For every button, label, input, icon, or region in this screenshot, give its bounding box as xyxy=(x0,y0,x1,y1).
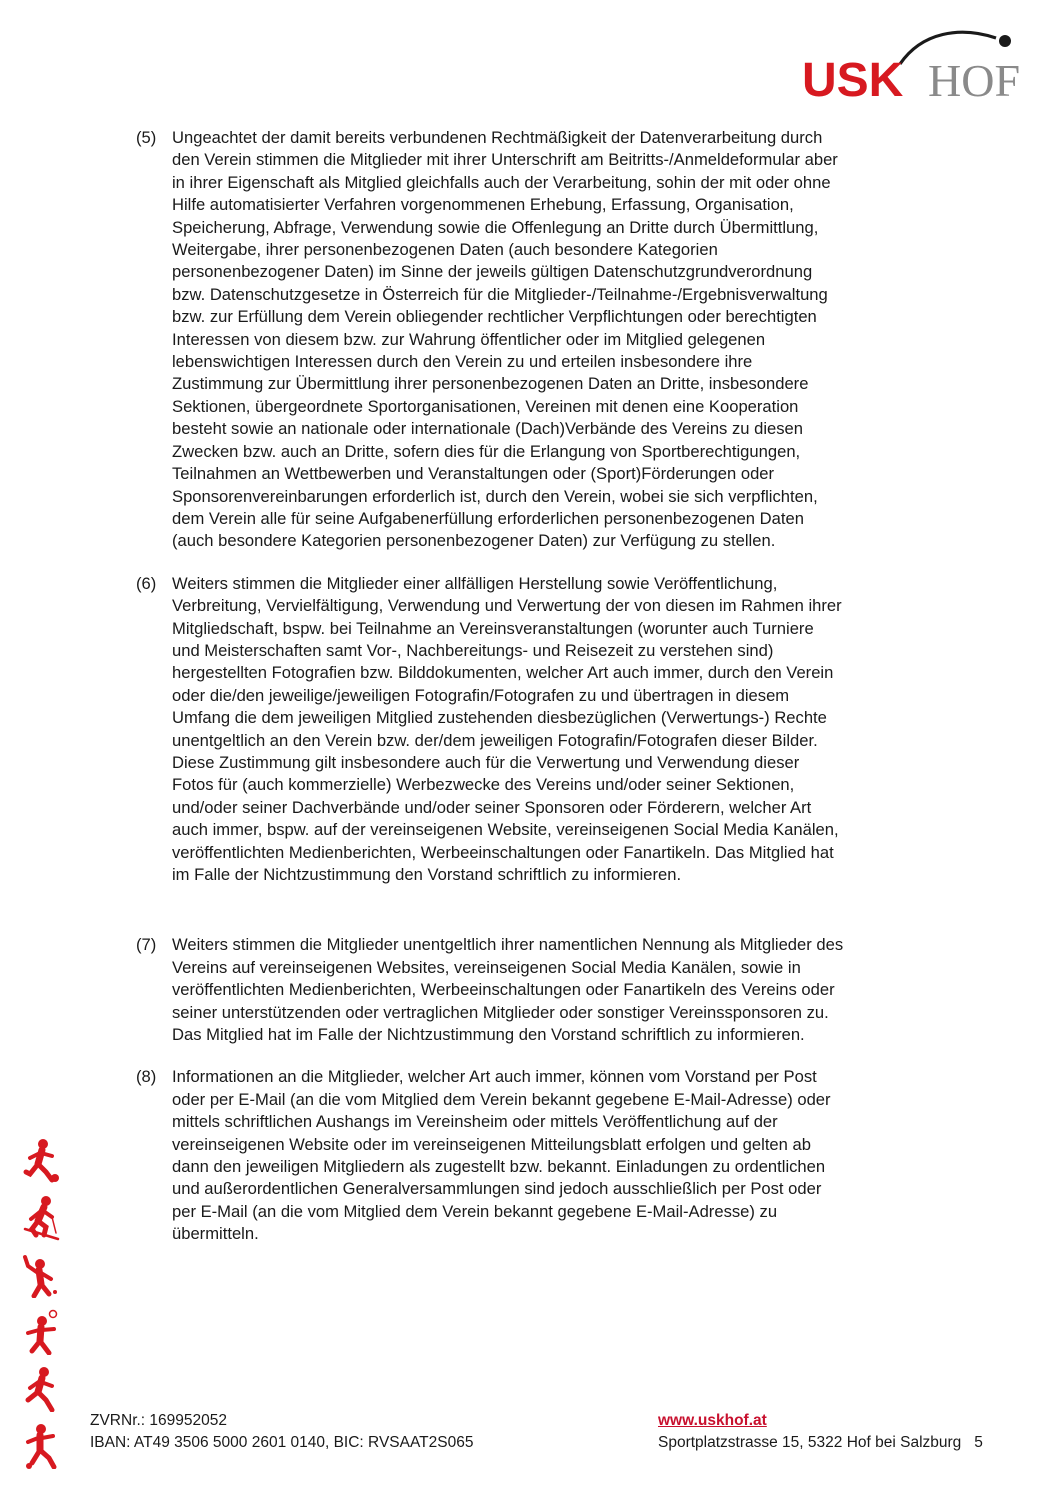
text-line: Informationen an die Mitglieder, welcher Art auch immer, können vom Vorstand per Post xyxy=(172,1067,817,1087)
paragraph-text xyxy=(172,573,976,887)
tennis-icon xyxy=(22,1309,60,1355)
footer-website-link[interactable]: www.uskhof.at xyxy=(658,1412,767,1429)
text-line: vereinseigenen Website oder im vereinseigenen Mitteilungsblatt erfolgen und gelten ab xyxy=(172,1134,811,1154)
paragraph-5 xyxy=(136,127,976,553)
text-line: im Falle der Nichtzustimmung den Vorstand schriftlich zu informieren. xyxy=(172,865,682,884)
running-icon xyxy=(22,1366,60,1412)
soccer-icon xyxy=(22,1138,60,1184)
text-line: den Verein stimmen die Mitglieder mit ihrer Unterschrift am Beitritts-/Anmeldeformular aber xyxy=(172,150,838,170)
footer-zvr: ZVRNr.: 169952052 xyxy=(90,1412,228,1429)
text-line: und/oder seiner Dachverbände und/oder seiner Sponsoren oder Förderern, welcher Art xyxy=(172,797,812,817)
text-line: besteht sowie an nationale oder internationale (Dach)Verbände des Vereins zu diesen xyxy=(172,419,803,439)
paragraph-number: (5) xyxy=(136,128,157,147)
text-line: oder per E-Mail (an die vom Mitglied dem Verein bekannt gegebene E-Mail-Adresse) oder xyxy=(172,1089,831,1109)
text-line: und außerordentlichen Generalversammlungen sind jedoch ausschließlich per Post oder xyxy=(172,1179,822,1199)
footer-address: Sportplatzstrasse 15, 5322 Hof bei Salzburg xyxy=(658,1434,962,1451)
logo-text-hof: HOF xyxy=(928,55,1021,104)
text-line: Hilfe automatisierter Verfahren vorgenommenen Erhebung, Erfassung, Organisation, xyxy=(172,195,794,215)
text-line: Zwecken bzw. auch an Dritte, sofern dies für die Erlangung von Sportberechtigungen, xyxy=(172,441,801,461)
text-line: Mitgliedschaft, bspw. bei Teilnahme an Vereinsveranstaltungen (worunter auch Turniere xyxy=(172,618,814,638)
footer-iban: IBAN: AT49 3506 5000 2601 0140, BIC: RVSAAT2S065 xyxy=(90,1434,474,1451)
paragraph-text xyxy=(172,1066,976,1245)
paragraph-number: (8) xyxy=(136,1067,157,1087)
text-line: Verbreitung, Vervielfältigung, Verwendung und Verwertung der von diesen im Rahmen ihrer xyxy=(172,596,842,616)
text-line: auch immer, bspw. auf der vereinseigenen Website, vereinseigenen Social Media Kanälen, xyxy=(172,820,839,840)
text-line: Vereins auf vereinseigenen Websites, vereinseigenen Social Media Kanälen, sowie in xyxy=(172,957,801,977)
text-line: (auch besondere Kategorien personenbezogener Daten) zur Verfügung zu stellen. xyxy=(172,531,776,551)
footer-left xyxy=(90,1410,473,1454)
text-line: unentgeltlich an den Verein bzw. der/dem jeweiligen Fotografin/Fotografen dieser Bilder. xyxy=(172,730,818,750)
text-line: Ungeachtet der damit bereits verbundenen Rechtmäßigkeit der Datenverarbeitung durch xyxy=(172,128,823,147)
text-line: dem Verein alle für seine Aufgabenerfüllung erforderlichen personenbezogenen Daten xyxy=(172,508,804,528)
badminton-icon xyxy=(22,1252,60,1298)
text-line: Weiters stimmen die Mitglieder unentgeltlich ihrer namentlichen Nennung als Mitglieder des xyxy=(172,935,844,955)
text-line: lebenswichtigen Interessen durch den Verein zu und erteilen insbesondere ihre xyxy=(172,352,753,372)
paragraph-6 xyxy=(136,573,976,887)
sport-icons-column xyxy=(22,1138,62,1480)
text-line: veröffentlichten Medienberichten, Werbeeinschaltungen oder Fanartikeln. Das Mitglied hat xyxy=(172,842,834,862)
text-line: Speicherung, Abfrage, Verwendung sowie die Offenlegung an Dritte durch Übermittlung, xyxy=(172,217,819,237)
text-line: Fotos für (auch kommerzielle) Werbezwecke des Vereins und/oder seiner Sektionen, xyxy=(172,775,795,795)
page-number: 5 xyxy=(974,1434,983,1451)
text-line: Weitergabe, ihrer personenbezogenen Daten (auch besondere Kategorien xyxy=(172,240,718,260)
document-body xyxy=(136,127,976,1246)
text-line: und Meisterschaften samt Vor-, Nachbereitungs- und Reisezeit zu verstehen sind) xyxy=(172,640,774,660)
paragraph-text xyxy=(172,127,976,553)
text-line: Weiters stimmen die Mitglieder einer allfälligen Herstellung sowie Veröffentlichung, xyxy=(172,573,778,593)
logo-text-usk: USK xyxy=(802,54,904,104)
text-line: oder die/den jeweilige/jeweiligen Fotografin/Fotografen zu und übertragen in diesem xyxy=(172,685,790,705)
text-line: Das Mitglied hat im Falle der Nichtzustimmung den Vorstand schriftlich zu informieren. xyxy=(172,1025,805,1045)
paragraph-8 xyxy=(136,1066,976,1245)
text-line: in ihrer Eigenschaft als Mitglied gleichfalls auch der Verarbeitung, sohin der mit oder ohne xyxy=(172,172,831,192)
text-line: Interessen von diesem bzw. zur Wahrung öffentlicher oder im Mitglied gelegenen xyxy=(172,329,766,349)
paragraph-number: (6) xyxy=(136,573,157,593)
logo-ball xyxy=(999,35,1011,47)
text-line: per E-Mail (an die vom Mitglied dem Verein bekannt gegebene E-Mail-Adresse) zu xyxy=(172,1201,778,1221)
footer-right xyxy=(658,1410,983,1454)
uskhof-logo xyxy=(800,28,1040,104)
text-line: mittels schriftlichen Aushangs im Vereinsheim oder mittels Veröffentlichung auf der xyxy=(172,1112,778,1132)
text-line: hergestellten Fotografien bzw. Bilddokumenten, welcher Art auch immer, durch den Verein xyxy=(172,663,834,683)
paragraph-number: (7) xyxy=(136,935,157,955)
text-line: Teilnahmen an Wettbewerben und Veranstaltungen oder (Sport)Förderungen oder xyxy=(172,464,775,484)
text-line: seiner unterstützenden oder vertraglichen Mitglieder oder sonstiger Vereinssponsoren zu. xyxy=(172,1002,829,1022)
text-line: bzw. Datenschutzgesetze in Österreich für die Mitglieder-/Teilnahme-/Ergebnisverwaltung xyxy=(172,284,828,304)
paragraph-7 xyxy=(136,934,976,1046)
text-line: übermitteln. xyxy=(172,1224,259,1244)
text-line: Diese Zustimmung gilt insbesondere auch für die Verwertung und Verwendung dieser xyxy=(172,752,800,772)
text-line: veröffentlichten Medienberichten, Werbeeinschaltungen oder Fanartikeln des Vereins oder xyxy=(172,980,835,1000)
footer-address-line xyxy=(658,1432,983,1454)
skiing-icon xyxy=(22,1195,60,1241)
paragraph-text xyxy=(172,934,976,1046)
text-line: bzw. zur Erfüllung dem Verein obliegender rechtlicher Verpflichtungen oder berechtigten xyxy=(172,307,817,327)
text-line: Sponsorenvereinbarungen erforderlich ist, durch den Verein, wobei sie sich verpflichten, xyxy=(172,486,818,506)
text-line: personenbezogener Daten) im Sinne der jeweils gültigen Datenschutzgrundverordnung xyxy=(172,262,813,282)
text-line: dann den jeweiligen Mitgliedern als zugestellt bzw. bekannt. Einladungen zu ordentlichen xyxy=(172,1157,826,1177)
text-line: Sektionen, übergeordnete Sportorganisationen, Vereinen mit denen eine Kooperation xyxy=(172,396,799,416)
text-line: Umfang die dem jeweiligen Mitglied zustehenden diesbezüglichen (Verwertungs-) Rechte xyxy=(172,708,827,728)
football-icon xyxy=(22,1423,60,1469)
text-line: Zustimmung zur Übermittlung ihrer personenbezogenen Daten an Dritte, insbesondere xyxy=(172,374,809,394)
